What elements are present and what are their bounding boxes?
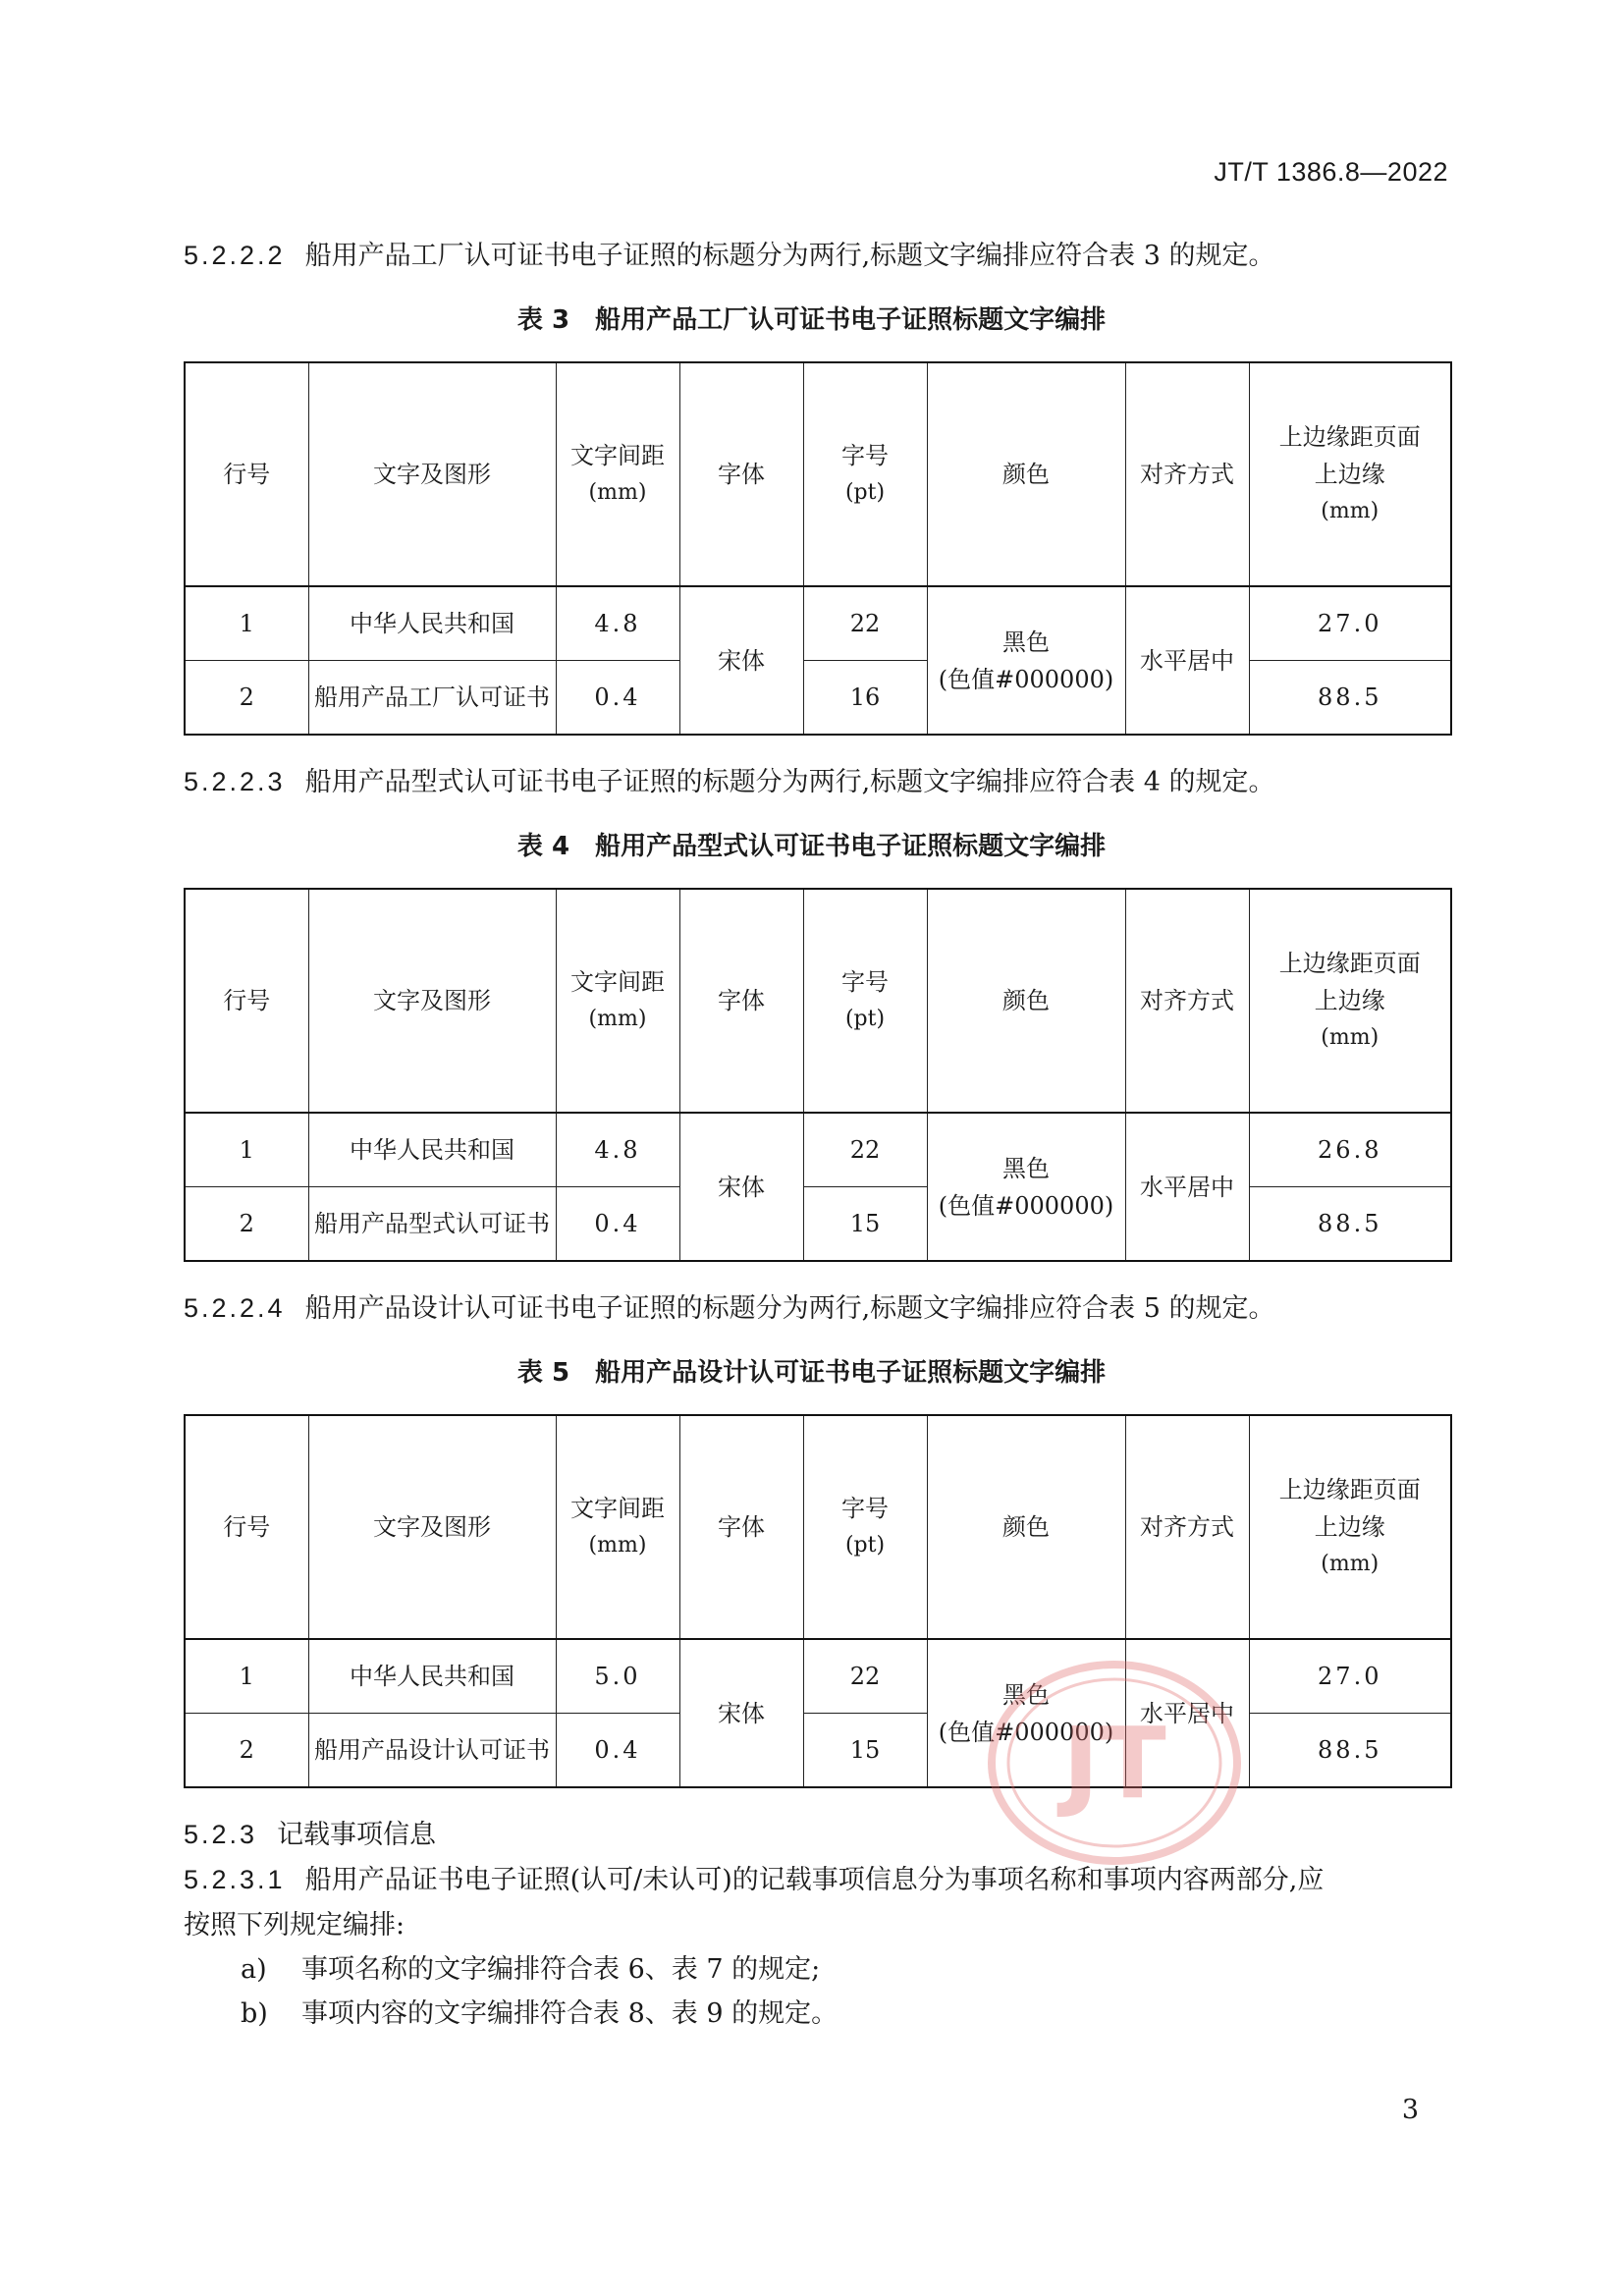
- table-header-row: [185, 362, 1451, 586]
- cell-spacing: 0.4: [556, 1714, 679, 1788]
- clause-5-2-3-1: [184, 1858, 1324, 1896]
- header-font: 字体: [679, 362, 803, 586]
- header-top-margin: 上边缘距页面 上边缘 (mm): [1249, 1415, 1451, 1639]
- cell-color: 黑色 (色值#000000): [927, 1639, 1125, 1787]
- clause-5-2-2-4: [184, 1286, 1275, 1325]
- page-number: 3: [1401, 2095, 1419, 2125]
- header-font: 字体: [679, 1415, 803, 1639]
- header-text-graphic: 文字及图形: [308, 889, 556, 1113]
- list-text: 事项名称的文字编排符合表 6、表 7 的规定;: [301, 1954, 821, 1985]
- cell-row-no: 1: [185, 1639, 308, 1714]
- cell-text: 中华人民共和国: [308, 586, 556, 661]
- list-item: [241, 1947, 820, 1986]
- header-row-no: 行号: [185, 362, 308, 586]
- cell-margin: 88.5: [1249, 661, 1451, 736]
- list-marker: b): [241, 1998, 268, 2029]
- clause-number: 5.2.2.3: [184, 767, 286, 796]
- svg-text:JT: JT: [1062, 1706, 1166, 1821]
- clause-5-2-2-2: [184, 234, 1275, 272]
- header-text-graphic: 文字及图形: [308, 1415, 556, 1639]
- cell-row-no: 2: [185, 661, 308, 736]
- table-row: [185, 1187, 1451, 1262]
- table-3-caption: 表 3 船用产品工厂认可证书电子证照标题文字编排: [516, 305, 1107, 335]
- clause-number: 5.2.3.1: [184, 1865, 286, 1894]
- clause-5-2-3-1-continuation: 按照下列规定编排:: [184, 1910, 406, 1941]
- table-4-caption: 表 4 船用产品型式认可证书电子证照标题文字编排: [516, 832, 1107, 861]
- cell-size: 15: [803, 1714, 927, 1788]
- cell-color: 黑色 (色值#000000): [927, 586, 1125, 735]
- cell-font: 宋体: [679, 586, 803, 735]
- clause-5-2-2-3: [184, 760, 1275, 798]
- table-row: [185, 1113, 1451, 1187]
- table-row: [185, 1714, 1451, 1788]
- cell-row-no: 2: [185, 1187, 308, 1262]
- header-font: 字体: [679, 889, 803, 1113]
- header-size: 字号 (pt): [803, 889, 927, 1113]
- clause-text: 船用产品型式认可证书电子证照的标题分为两行,标题文字编排应符合表 4 的规定。: [304, 767, 1275, 797]
- clause-text: 船用产品证书电子证照(认可/未认可)的记载事项信息分为事项名称和事项内容两部分,应: [304, 1865, 1325, 1895]
- header-spacing: 文字间距 (mm): [556, 362, 679, 586]
- table-header-row: [185, 1415, 1451, 1639]
- header-spacing: 文字间距 (mm): [556, 889, 679, 1113]
- cell-text: 船用产品型式认可证书: [308, 1187, 556, 1262]
- list-marker: a): [241, 1954, 267, 1985]
- header-align: 对齐方式: [1125, 362, 1249, 586]
- cell-text: 中华人民共和国: [308, 1639, 556, 1714]
- cell-size: 16: [803, 661, 927, 736]
- cell-margin: 26.8: [1249, 1113, 1451, 1187]
- cell-spacing: 4.8: [556, 1113, 679, 1187]
- table-4: [184, 888, 1452, 1262]
- cell-spacing: 4.8: [556, 586, 679, 661]
- table-row: [185, 586, 1451, 661]
- cell-row-no: 1: [185, 1113, 308, 1187]
- document-id: JT/T 1386.8—2022: [1214, 157, 1448, 187]
- table-row: [185, 1639, 1451, 1714]
- cell-size: 22: [803, 1113, 927, 1187]
- cell-margin: 27.0: [1249, 1639, 1451, 1714]
- cell-spacing: 5.0: [556, 1639, 679, 1714]
- clause-number: 5.2.3: [184, 1820, 258, 1849]
- cell-align: 水平居中: [1125, 586, 1249, 735]
- table-row: [185, 661, 1451, 736]
- header-top-margin: 上边缘距页面 上边缘 (mm): [1249, 362, 1451, 586]
- header-color: 颜色: [927, 362, 1125, 586]
- clause-text: 船用产品工厂认可证书电子证照的标题分为两行,标题文字编排应符合表 3 的规定。: [304, 241, 1275, 271]
- header-top-margin: 上边缘距页面 上边缘 (mm): [1249, 889, 1451, 1113]
- cell-align: 水平居中: [1125, 1639, 1249, 1787]
- header-align: 对齐方式: [1125, 889, 1249, 1113]
- header-row-no: 行号: [185, 889, 308, 1113]
- cell-size: 22: [803, 1639, 927, 1714]
- table-5-caption: 表 5 船用产品设计认可证书电子证照标题文字编排: [516, 1358, 1107, 1388]
- clause-number: 5.2.2.2: [184, 241, 286, 270]
- cell-font: 宋体: [679, 1639, 803, 1787]
- cell-text: 船用产品工厂认可证书: [308, 661, 556, 736]
- cell-margin: 88.5: [1249, 1187, 1451, 1262]
- cell-color: 黑色 (色值#000000): [927, 1113, 1125, 1261]
- cell-size: 22: [803, 586, 927, 661]
- cell-spacing: 0.4: [556, 1187, 679, 1262]
- header-color: 颜色: [927, 889, 1125, 1113]
- cell-size: 15: [803, 1187, 927, 1262]
- table-3: [184, 361, 1452, 736]
- header-spacing: 文字间距 (mm): [556, 1415, 679, 1639]
- cell-text: 船用产品设计认可证书: [308, 1714, 556, 1788]
- list-text: 事项内容的文字编排符合表 8、表 9 的规定。: [301, 1998, 839, 2029]
- header-align: 对齐方式: [1125, 1415, 1249, 1639]
- header-color: 颜色: [927, 1415, 1125, 1639]
- cell-font: 宋体: [679, 1113, 803, 1261]
- header-row-no: 行号: [185, 1415, 308, 1639]
- clause-text: 船用产品设计认可证书电子证照的标题分为两行,标题文字编排应符合表 5 的规定。: [304, 1293, 1275, 1324]
- cell-margin: 27.0: [1249, 586, 1451, 661]
- header-size: 字号 (pt): [803, 362, 927, 586]
- cell-row-no: 1: [185, 586, 308, 661]
- cell-row-no: 2: [185, 1714, 308, 1788]
- table-5: [184, 1414, 1452, 1788]
- clause-number: 5.2.2.4: [184, 1293, 286, 1323]
- cell-margin: 88.5: [1249, 1714, 1451, 1788]
- header-text-graphic: 文字及图形: [308, 362, 556, 586]
- list-item: [241, 1992, 838, 2030]
- table-header-row: [185, 889, 1451, 1113]
- header-size: 字号 (pt): [803, 1415, 927, 1639]
- cell-spacing: 0.4: [556, 661, 679, 736]
- cell-text: 中华人民共和国: [308, 1113, 556, 1187]
- cell-align: 水平居中: [1125, 1113, 1249, 1261]
- clause-text: 记载事项信息: [277, 1820, 437, 1850]
- clause-5-2-3: [184, 1813, 436, 1851]
